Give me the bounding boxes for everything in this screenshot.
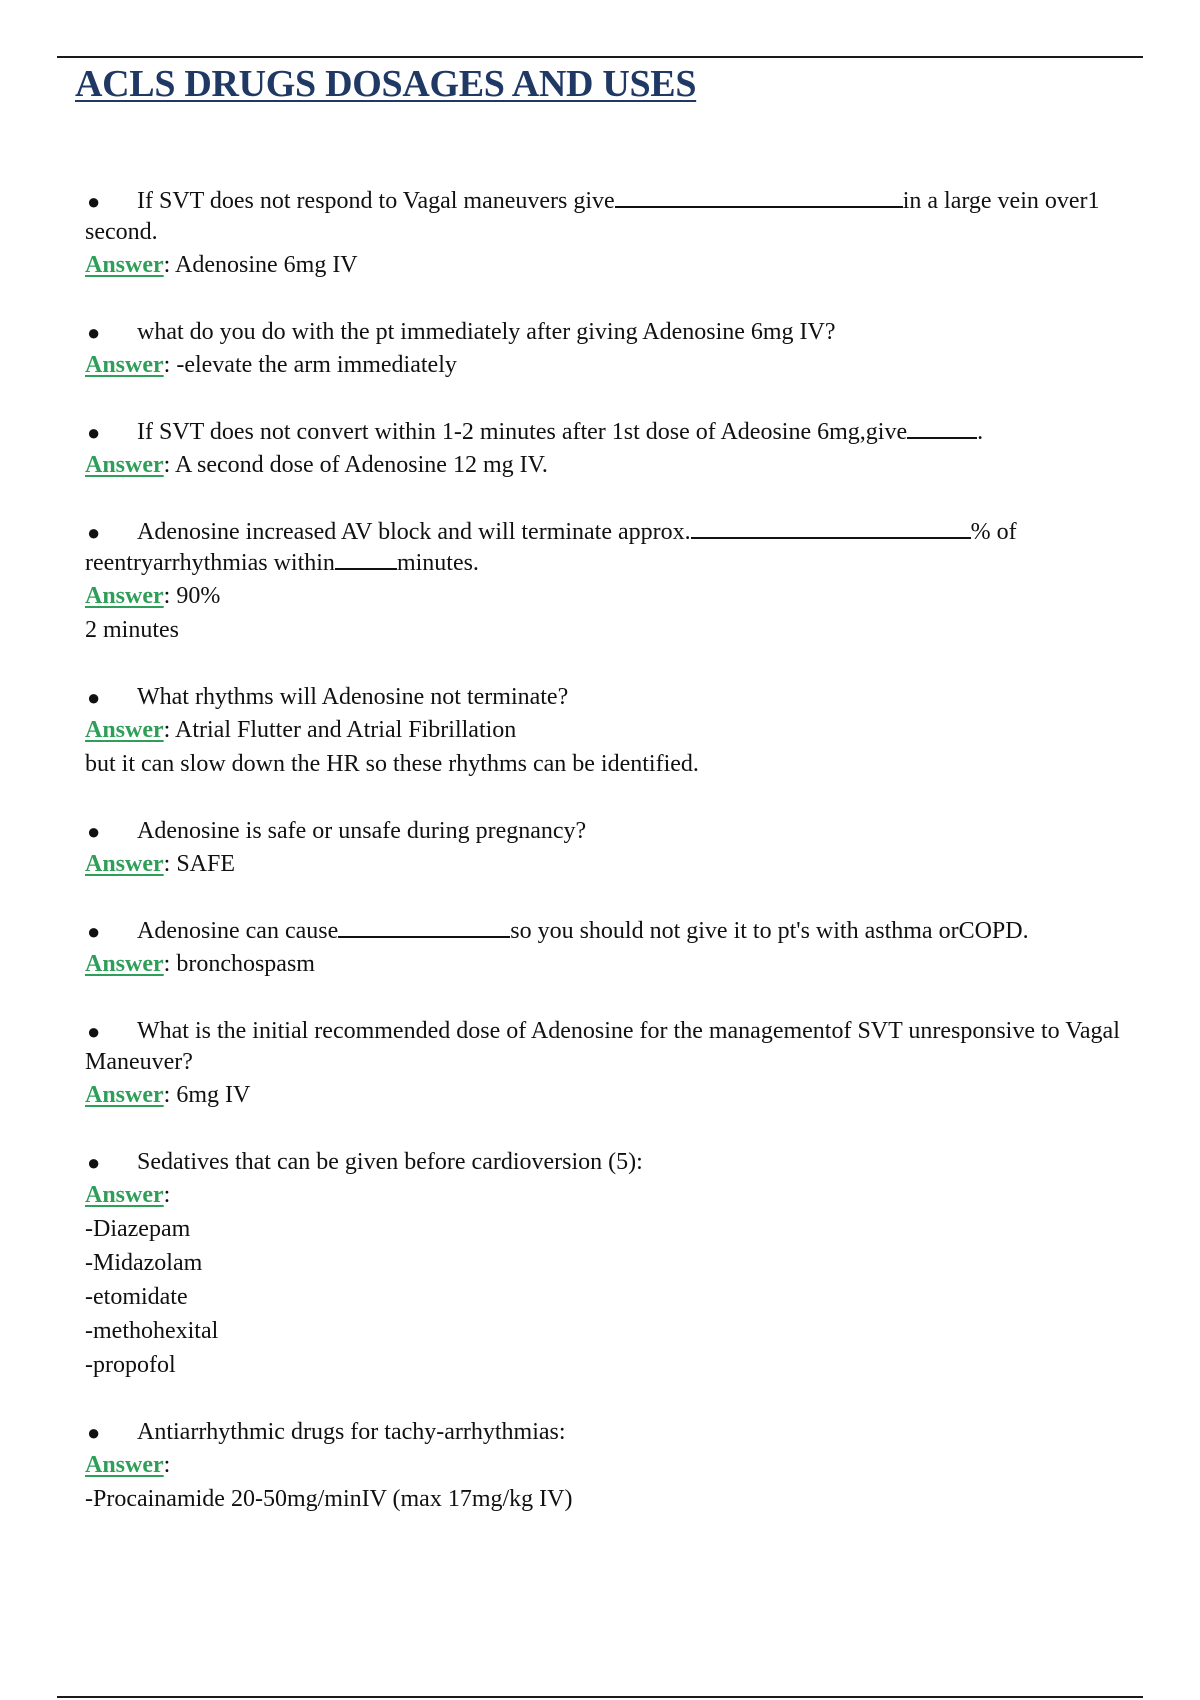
question: ● If SVT does not convert within 1-2 minutes after 1st dose of Adeosine 6mg,give . xyxy=(85,417,1145,448)
answer-text: : bronchospasm xyxy=(163,951,315,977)
answer-extra: -Midazolam xyxy=(85,1250,203,1276)
qa-item xyxy=(85,916,1145,980)
answer-text: : Adenosine 6mg IV xyxy=(163,252,358,278)
answer-label: Answer xyxy=(85,352,164,378)
answer-line xyxy=(85,949,1145,980)
answer-extra: but it can slow down the HR so these rhythms can be identified. xyxy=(85,751,699,777)
answer-extra: -propofol xyxy=(85,1352,176,1378)
answer-line xyxy=(85,849,1145,880)
qa-item xyxy=(85,816,1145,880)
answer-extra: -etomidate xyxy=(85,1284,188,1310)
answer-line xyxy=(85,350,1145,381)
question: ● If SVT does not respond to Vagal maneuvers give in a large vein over1 second. xyxy=(85,188,1100,245)
answer-blank xyxy=(335,548,397,570)
answer-line xyxy=(85,1080,1145,1111)
answer-text: : 6mg IV xyxy=(163,1082,251,1108)
question: ● Antiarrhythmic drugs for tachy-arrhythmias: xyxy=(85,1417,1145,1448)
qa-item xyxy=(85,682,1145,780)
answer-label: Answer xyxy=(85,1182,164,1208)
bullet-icon: ● xyxy=(87,1150,101,1175)
answer-text: : Atrial Flutter and Atrial Fibrillation xyxy=(163,717,517,743)
answer-text: : A second dose of Adenosine 12 mg IV. xyxy=(163,452,548,478)
answer-extra: -methohexital xyxy=(85,1318,219,1344)
qa-item xyxy=(85,417,1145,481)
answer-label: Answer xyxy=(85,1452,164,1478)
bullet-icon: ● xyxy=(87,1420,101,1445)
answer-line xyxy=(85,715,1145,746)
question: ● Adenosine can cause so you should not give it to pt's with asthma orCOPD. xyxy=(85,916,1145,947)
answer-line xyxy=(85,1450,1145,1481)
answer-extra: 2 minutes xyxy=(85,617,179,643)
page-title: ACLS DRUGS DOSAGES AND USES xyxy=(75,63,697,105)
answer-line xyxy=(85,1180,1145,1211)
answer-text: : xyxy=(163,1452,171,1478)
question: ● Adenosine increased AV block and will terminate approx. % of reentryarrhythmias within minutes. xyxy=(85,519,1017,576)
answer-text: : 90% xyxy=(163,583,221,609)
qa-item xyxy=(85,317,1145,381)
question: ● What rhythms will Adenosine not terminate? xyxy=(85,682,1145,713)
answer-text: : -elevate the arm immediately xyxy=(163,352,457,378)
qa-item xyxy=(85,186,1145,281)
answer-extra: -Procainamide 20-50mg/minIV (max 17mg/kg IV) xyxy=(85,1486,573,1512)
bullet-icon: ● xyxy=(87,919,101,944)
answer-line xyxy=(85,581,1145,612)
answer-label: Answer xyxy=(85,951,164,977)
answer-label: Answer xyxy=(85,851,164,877)
answer-line xyxy=(85,250,1145,281)
bullet-icon: ● xyxy=(87,189,101,214)
top-rule xyxy=(57,56,1143,58)
bullet-icon: ● xyxy=(87,320,101,345)
answer-label: Answer xyxy=(85,1082,164,1108)
question: ● what do you do with the pt immediately after giving Adenosine 6mg IV? xyxy=(85,317,1145,348)
answer-extra: -Diazepam xyxy=(85,1216,191,1242)
answer-blank xyxy=(338,916,510,938)
bottom-rule xyxy=(57,1696,1143,1698)
answer-line xyxy=(85,450,1145,481)
answer-label: Answer xyxy=(85,717,164,743)
answer-blank xyxy=(615,186,903,208)
qa-item xyxy=(85,1417,1145,1515)
answer-text: : xyxy=(163,1182,171,1208)
bullet-icon: ● xyxy=(87,819,101,844)
bullet-icon: ● xyxy=(87,420,101,445)
question: ● Sedatives that can be given before cardioversion (5): xyxy=(85,1147,1145,1178)
qa-item xyxy=(85,1147,1145,1381)
question: ● Adenosine is safe or unsafe during pregnancy? xyxy=(85,816,1145,847)
bullet-icon: ● xyxy=(87,520,101,545)
answer-label: Answer xyxy=(85,583,164,609)
bullet-icon: ● xyxy=(87,1019,101,1044)
answer-blank xyxy=(907,417,977,439)
qa-list xyxy=(85,186,1145,1551)
question: ● What is the initial recommended dose of Adenosine for the managementof SVT unresponsive to Vagal Maneuver? xyxy=(85,1018,1120,1075)
qa-item xyxy=(85,517,1145,646)
answer-label: Answer xyxy=(85,252,164,278)
answer-blank xyxy=(691,517,971,539)
bullet-icon: ● xyxy=(87,685,101,710)
answer-label: Answer xyxy=(85,452,164,478)
answer-text: : SAFE xyxy=(163,851,236,877)
qa-item xyxy=(85,1016,1145,1111)
